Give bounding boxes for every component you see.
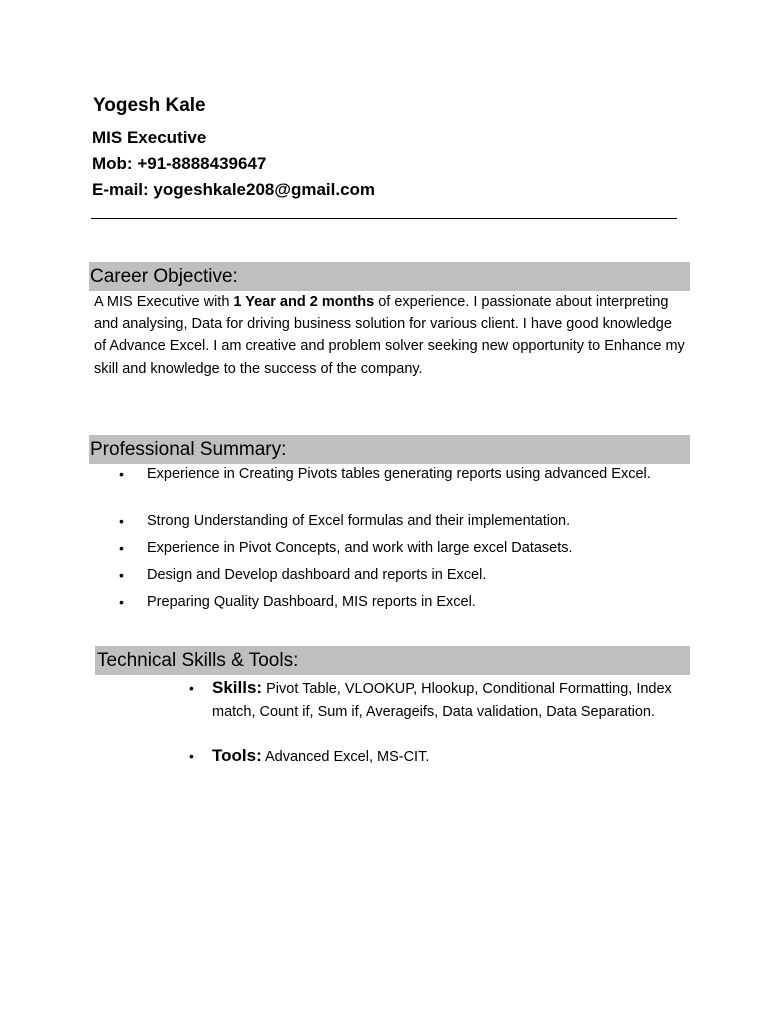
career-objective-text bbox=[94, 291, 686, 380]
technical-skills-title: Technical Skills & Tools: bbox=[97, 650, 299, 671]
professional-summary-title: Professional Summary: bbox=[90, 439, 287, 460]
career-objective-header bbox=[89, 262, 690, 291]
bullet-icon: • bbox=[189, 748, 194, 764]
bullet-icon: • bbox=[119, 540, 124, 556]
professional-summary-header bbox=[89, 435, 690, 464]
bullet-icon: • bbox=[119, 567, 124, 583]
header-divider bbox=[91, 218, 677, 219]
tools-list: Advanced Excel, MS-CIT. bbox=[261, 749, 430, 765]
summary-item-text: Strong Understanding of Excel formulas and their implementation. bbox=[147, 513, 571, 529]
tools-label: Tools: bbox=[212, 746, 262, 765]
summary-item-text: Experience in Pivot Concepts, and work with large excel Datasets. bbox=[147, 540, 573, 556]
email-address: E-mail: yogeshkale208@gmail.com bbox=[92, 180, 376, 199]
bullet-icon: • bbox=[119, 594, 124, 610]
skills-list: Pivot Table, VLOOKUP, Hlookup, Conditional Formatting, Index match, Count if, Sum if, Averageifs, Data validation, Data Separation. bbox=[212, 681, 672, 720]
skills-item bbox=[212, 677, 692, 723]
summary-item-text: Design and Develop dashboard and reports in Excel. bbox=[147, 567, 487, 583]
tools-item bbox=[212, 745, 692, 769]
bullet-icon: • bbox=[119, 466, 124, 482]
job-title: MIS Executive bbox=[92, 128, 207, 147]
summary-item-text: Experience in Creating Pivots tables generating reports using advanced Excel. bbox=[147, 466, 651, 482]
objective-text-end: of experience. I passionate about interpreting and analysing, Data for driving business solution for various client. I have good knowledge of Advance Excel. I am creative and problem solver seeking new opportunity to Enhance my skill and knowledge to the success of the company. bbox=[94, 294, 685, 377]
objective-experience-duration: 1 Year and 2 months bbox=[233, 294, 375, 310]
summary-item-text: Preparing Quality Dashboard, MIS reports in Excel. bbox=[147, 594, 476, 610]
technical-skills-header bbox=[95, 646, 690, 675]
bullet-icon: • bbox=[189, 680, 194, 696]
skills-label: Skills: bbox=[212, 678, 263, 697]
mobile-number: Mob: +91-8888439647 bbox=[92, 154, 267, 173]
resume-name: Yogesh Kale bbox=[93, 95, 206, 116]
career-objective-title: Career Objective: bbox=[90, 266, 238, 287]
bullet-icon: • bbox=[119, 513, 124, 529]
objective-text-start: A MIS Executive with bbox=[94, 294, 234, 310]
